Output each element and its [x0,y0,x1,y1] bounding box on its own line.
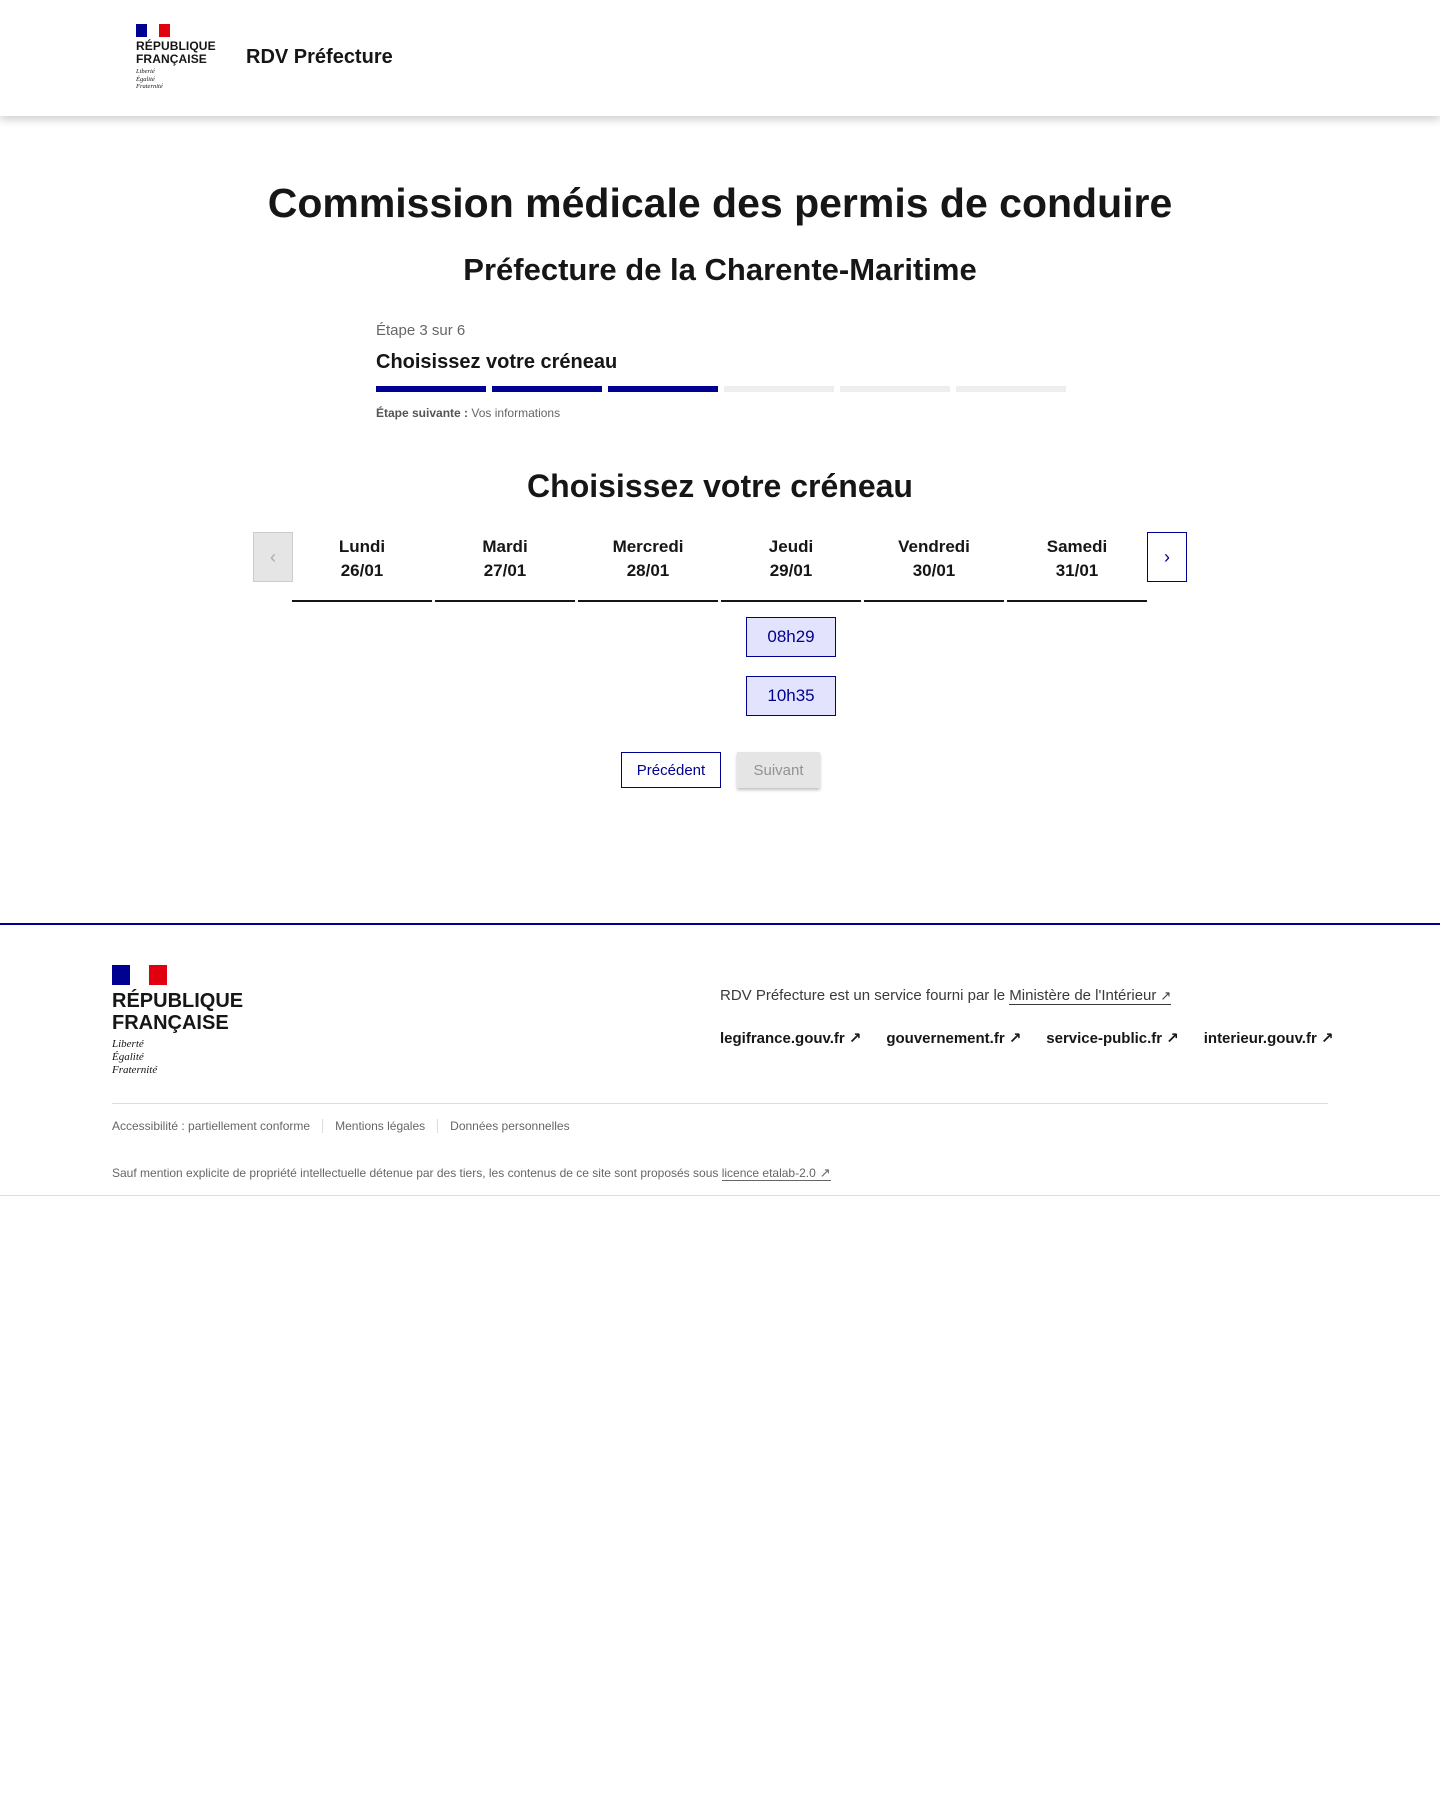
chevron-right-icon: › [1164,546,1170,567]
previous-button[interactable]: Précédent [621,752,721,788]
day-column [1007,532,1147,602]
external-link-icon: ↗ [1166,1030,1179,1047]
page-subtitle: Préfecture de la Charente-Maritime [463,252,977,287]
day-name: Vendredi [898,537,970,556]
stepper [376,322,1066,420]
step-count: Étape 3 sur 6 [376,322,466,339]
site-footer [0,923,1440,1196]
day-column [435,532,575,602]
day-date: 28/01 [626,561,670,580]
step-segment [956,386,1066,392]
external-link-icon: ↗ [848,1030,862,1047]
day-date: 26/01 [340,561,384,580]
next-step-info [376,406,1066,420]
step-segment [608,386,718,392]
time-slot-button[interactable]: 08h29 [746,617,836,657]
day-name: Lundi [338,537,386,556]
day-name: Mardi [482,537,528,556]
previous-week-button[interactable] [253,532,293,582]
chevron-left-icon: ‹ [270,546,276,567]
day-column [721,532,861,602]
day-column [292,532,432,602]
day-date: 27/01 [483,561,527,580]
day-column [864,532,1004,602]
day-date: 31/01 [1055,561,1099,580]
day-column [578,532,718,602]
page-title: Commission médicale des permis de conduire [267,180,1173,226]
step-title: Choisissez votre créneau [376,351,618,373]
footer-logo-motto: Liberté Égalité Fraternité [112,1038,158,1076]
logo-motto: Liberté Égalité Fraternité [136,68,163,90]
step-progress-bar [376,386,1066,392]
day-date: 29/01 [769,561,813,580]
external-link-icon: ↗ [1008,1030,1022,1047]
flag-icon [136,24,170,37]
privacy-link[interactable]: Données personnelles [437,1119,581,1133]
step-segment [840,386,950,392]
step-segment [724,386,834,392]
footer-logo-text: RÉPUBLIQUE FRANÇAISE [112,990,244,1034]
republique-francaise-logo[interactable] [136,24,216,94]
next-button[interactable]: Suivant [737,752,820,788]
next-step-value: Vos informations [471,406,561,420]
section-title: Choisissez votre créneau [527,468,913,504]
site-header [0,0,1440,116]
licence-text: Sauf mention explicite de propriété intellectuelle détenue par des tiers, les contenus de ce site sont proposés sous licence etalab-2.0 ↗ [112,1165,831,1180]
day-date: 30/01 [912,561,956,580]
logo-text: RÉPUBLIQUE FRANÇAISE [136,39,216,66]
day-name: Jeudi [768,537,814,556]
footer-link[interactable]: gouvernement.fr ↗ [886,1030,1022,1047]
external-link-icon: ↗ [1320,1030,1334,1047]
day-name: Mercredi [612,537,684,556]
footer-divider [112,1103,1328,1104]
legal-link[interactable]: Mentions légales [322,1119,437,1133]
next-week-button[interactable] [1147,532,1187,582]
footer-link[interactable]: interieur.gouv.fr ↗ [1203,1030,1334,1047]
ministere-link[interactable]: Ministère de l'Intérieur ↗ [1009,987,1172,1004]
step-segment [376,386,486,392]
next-step-label: Étape suivante : [376,406,469,420]
footer-description: RDV Préfecture est un service fourni par le Ministère de l'Intérieur ↗ [720,987,1172,1004]
site-name[interactable]: RDV Préfecture [246,46,393,68]
flag-icon [112,965,167,985]
footer-bottom-links [112,1119,582,1133]
external-link-icon: ↗ [819,1165,831,1180]
external-link-icon: ↗ [1160,988,1172,1003]
footer-republique-francaise-logo[interactable] [112,965,252,1077]
footer-link[interactable]: legifrance.gouv.fr ↗ [720,1030,862,1047]
footer-links [720,1029,1333,1047]
footer-link[interactable]: service-public.fr ↗ [1046,1030,1179,1047]
time-slot-button[interactable]: 10h35 [746,676,836,716]
licence-link[interactable]: licence etalab-2.0 ↗ [721,1165,831,1180]
accessibility-link[interactable]: Accessibilité : partiellement conforme [112,1119,311,1133]
day-name: Samedi [1046,537,1108,556]
step-segment [492,386,602,392]
days-header [292,532,1147,602]
